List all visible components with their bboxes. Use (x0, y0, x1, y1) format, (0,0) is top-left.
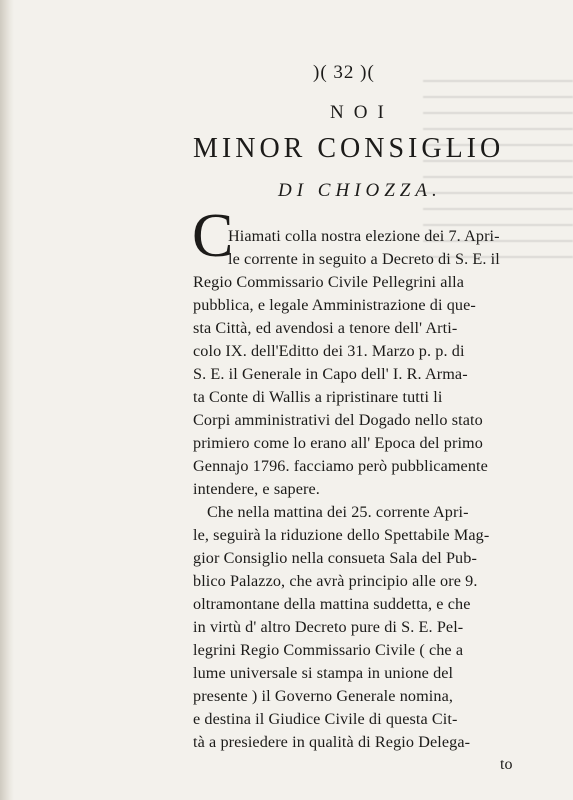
text-line: gior Consiglio nella consueta Sala del Pub- (193, 549, 477, 567)
text-line: Corpi amministrativi del Dogado nello stato (193, 411, 483, 429)
page-edge-shadow (0, 0, 14, 800)
page-title: MINOR CONSIGLIO (193, 133, 505, 164)
text-line: colo IX. dell'Editto dei 31. Marzo p. p. di (193, 342, 465, 360)
text-line: legrini Regio Commissario Civile ( che a (193, 641, 464, 659)
text-line: Regio Commissario Civile Pellegrini alla (193, 273, 465, 291)
text-line: intendere, e sapere. (193, 480, 320, 498)
text-line: Gennajo 1796. facciamo però pubblicamente (193, 457, 488, 475)
text-line: sta Città, ed avendosi a tenore dell' Arti- (193, 319, 458, 337)
text-line: Che nella mattina dei 25. corrente Apri- (207, 503, 469, 521)
text-line: le, seguirà la riduzione dello Spettabile Mag- (193, 526, 490, 544)
text-line: tà a presiedere in qualità di Regio Delega- (193, 733, 471, 751)
text-line: in virtù d' altro Decreto pure di S. E. Pel- (193, 618, 464, 636)
page-subtitle: DI CHIOZZA. (278, 180, 442, 201)
text-line: le corrente in seguito a Decreto di S. E. il (228, 250, 500, 268)
text-line: Hiamati colla nostra elezione dei 7. Apri- (228, 227, 500, 245)
text-line: e destina il Giudice Civile di questa Cit- (193, 710, 458, 728)
text-line: ta Conte di Wallis a ripristinare tutti li (193, 388, 443, 406)
catchword: to (500, 756, 513, 773)
text-line: oltramontane della mattina suddetta, e che (193, 595, 471, 613)
text-line: presente ) il Governo Generale nomina, (193, 687, 454, 705)
page-number: )( 32 )( (313, 62, 375, 83)
drop-cap: C (192, 202, 234, 270)
heading-noi: NOI (330, 102, 394, 123)
text-line: primiero come lo erano all' Epoca del primo (193, 434, 483, 452)
text-line: pubblica, e legale Amministrazione di que- (193, 296, 476, 314)
text-line: lume universale si stampa in unione del (193, 664, 454, 682)
text-line: S. E. il Generale in Capo dell' I. R. Arma- (193, 365, 468, 383)
text-line: blico Palazzo, che avrà principio alle ore 9. (193, 572, 478, 590)
